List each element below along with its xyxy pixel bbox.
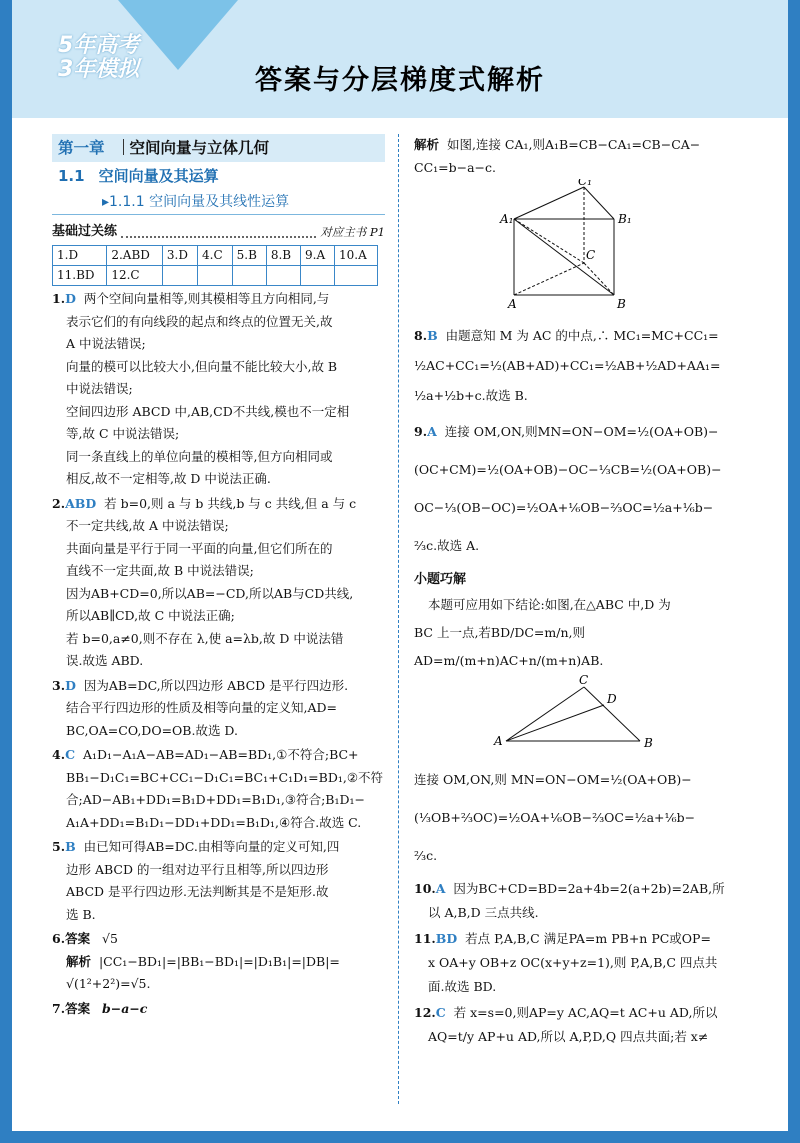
answer-cell	[198, 266, 233, 286]
label-B: B	[644, 736, 653, 750]
answer-letter: D	[65, 677, 76, 693]
subsection-heading: ▸1.1.1 空间向量及其线性运算	[52, 190, 385, 215]
answer-heading: 答案	[65, 931, 91, 946]
solution-line: 误.故选 ABD.	[66, 653, 144, 668]
solution-line: 若 x=s=0,则AP=y AC,AQ=t AC+u AD,所以	[453, 1004, 718, 1020]
column-divider	[398, 134, 399, 1104]
label-C: C	[586, 248, 596, 262]
solution-line: A₁A+DD₁=B₁D₁−DD₁+DD₁=B₁D₁,④符合.故选 C.	[66, 814, 362, 830]
answer-cell	[301, 266, 335, 286]
section-number: 1.1	[58, 167, 85, 185]
edge-C1B1	[584, 187, 614, 219]
answer-cell	[162, 266, 197, 286]
answer-value: √5	[102, 931, 118, 946]
solution-line: 共面向量是平行于同一平面的向量,但它们所在的	[66, 540, 333, 556]
answer-cell: 5.B	[232, 246, 266, 266]
solution-line: BB₁−D₁C₁=BC+CC₁−D₁C₁=BC₁+C₁D₁=BD₁,②不符	[66, 769, 384, 785]
solution-8	[414, 321, 734, 411]
solution-line: 以 A,B,D 三点共线.	[428, 904, 539, 920]
answer-cell	[335, 266, 378, 286]
logo-line-1: 5年高考	[58, 33, 140, 58]
solution-6	[52, 928, 385, 996]
solution-line: (OC+CM)=½(OA+OB)−OC−⅓CB=½(OA+OB)−	[414, 461, 722, 477]
solution-line: 合;AD−AB₁+DD₁=B₁D+DD₁=B₁D₁,③符合;B₁D₁−	[66, 792, 366, 807]
answer-letter: A	[435, 880, 446, 896]
solution-line: 连接 OM,ON,则 MN=ON−OM=½(OA+OB)−	[414, 771, 692, 787]
solution-line: |CC₁−BD₁|=|BB₁−BD₁|=|D₁B₁|=|DB|=	[98, 953, 340, 969]
solution-line: 结合平行四边形的性质及相等向量的定义知,AD=	[66, 700, 337, 715]
book-reference: 对应主书 P1	[320, 224, 385, 239]
solution-5	[52, 836, 385, 926]
chapter-number: 第一章	[58, 139, 105, 157]
solution-line: 因为AB+CD=0,所以AB=−CD,所以AB与CD共线,	[66, 585, 354, 601]
answer-letter: ABD	[65, 495, 97, 511]
solution-4	[52, 744, 385, 834]
answer-heading: 答案	[65, 1000, 91, 1016]
leader-dots	[121, 226, 316, 238]
solution-line: √(1²+2²)=√5.	[66, 976, 151, 991]
right-column	[414, 134, 734, 1049]
answer-letter: BD	[435, 930, 458, 946]
question-number: 7.	[52, 1000, 66, 1016]
solution-line: AQ=t/y AP+u AD,所以 A,P,D,Q 四点共面;若 x≠	[428, 1028, 709, 1044]
edge-AC	[506, 687, 584, 741]
question-number: 5.	[52, 839, 66, 854]
solution-line: A 中说法错误;	[66, 336, 146, 351]
question-number: 1.	[52, 291, 66, 306]
answer-letter: B	[65, 839, 76, 854]
solution-line: 如图,连接 CA₁,则A₁B=CB−CA₁=CB−CA−	[446, 137, 701, 152]
solution-line: 因为AB=DC,所以四边形 ABCD 是平行四边形.	[83, 677, 349, 693]
solution-line: 边形 ABCD 的一组对边平行且相等,所以四边形	[66, 861, 329, 877]
solution-line: 所以AB∥CD,故 C 中说法正确;	[66, 608, 235, 623]
answer-cell	[232, 266, 266, 286]
solution-line: 向量的模可以比较大小,但向量不能比较大小,故 B	[66, 358, 338, 374]
solution-line: 若点 P,A,B,C 满足PA=m PB+n PC或OP=	[465, 930, 711, 946]
section-heading	[52, 162, 385, 190]
answer-value: b−a−c	[102, 1000, 148, 1016]
solution-line: 直线不一定共面,故 B 中说法错误;	[66, 563, 254, 578]
solution-line: ⅔c.	[414, 847, 438, 863]
solution-line: A₁D₁−A₁A−AB=AD₁−AB=BD₁,①不符合;BC+	[82, 747, 359, 762]
chapter-separator	[123, 139, 124, 155]
edge-A1C	[514, 219, 584, 263]
solution-line: ⅔c.故选 A.	[414, 537, 480, 553]
solution-line: 选 B.	[66, 906, 96, 922]
solution-12	[414, 1001, 734, 1049]
section-title: 空间向量及其运算	[98, 167, 219, 185]
solution-line: 等,故 C 中说法错误;	[66, 426, 180, 441]
edge-A1B	[514, 219, 614, 295]
solution-7-answer	[52, 998, 385, 1021]
tip-line: BC 上一点,若BD/DC=m/n,则AD=m/(m+n)AC+n/(m+n)AB.	[414, 625, 604, 668]
page-title: 答案与分层梯度式解析	[255, 65, 545, 96]
answer-cell	[266, 266, 300, 286]
label-B1: B₁	[618, 212, 632, 226]
solution-line: OC−⅓(OB−OC)=½OA+⅙OB−⅔OC=½a+⅙b−	[414, 499, 714, 515]
quick-tip	[414, 591, 734, 675]
solution-line: x OA+y OB+z OC(x+y+z=1),则 P,A,B,C 四点共	[428, 954, 718, 970]
solution-line: 同一条直线上的单位向量的模相等,但方向相同或	[66, 448, 333, 464]
answer-key-table	[52, 245, 378, 286]
chapter-title: 空间向量与立体几何	[129, 139, 270, 157]
solution-9	[414, 413, 734, 565]
answer-letter: C	[65, 747, 76, 762]
answer-letter: A	[427, 423, 437, 439]
solution-line: 面.故选 BD.	[428, 978, 497, 994]
answer-cell: 12.C	[107, 266, 163, 286]
question-number: 9.	[414, 423, 428, 439]
solution-11	[414, 927, 734, 999]
label-C1: C₁	[578, 179, 592, 188]
answer-cell: 1.D	[53, 246, 107, 266]
solution-line: ½AC+CC₁=½(AB+AD)+CC₁=½AB+½AD+AA₁=	[414, 357, 721, 373]
solution-line: ½a+½b+c.故选 B.	[414, 387, 528, 403]
solution-line: 由题意知 M 为 AC 的中点,∴ MC₁=MC+CC₁=	[445, 327, 719, 343]
question-number: 11.	[414, 930, 436, 946]
edge-CB	[584, 263, 614, 295]
answer-cell: 10.A	[335, 246, 378, 266]
answer-letter: B	[427, 327, 438, 343]
question-number: 4.	[52, 747, 66, 762]
answer-cell: 8.B	[266, 246, 300, 266]
question-number: 6.	[52, 931, 66, 946]
logo-line-2: 3年模拟	[58, 57, 140, 82]
solution-line: 因为BC+CD=BD=2a+4b=2(a+2b)=2AB,所	[453, 880, 725, 896]
solution-line: 空间四边形 ABCD 中,AB,CD不共线,模也不一定相	[66, 403, 350, 419]
label-A: A	[508, 297, 517, 311]
question-number: 2.	[52, 495, 66, 511]
solution-line: ABCD 是平行四边形.无法判断其是不是矩形.故	[66, 884, 329, 899]
solution-line: (⅓OB+⅔OC)=½OA+⅙OB−⅔OC=½a+⅙b−	[414, 809, 696, 825]
answer-cell: 3.D	[162, 246, 197, 266]
question-number: 10.	[414, 880, 436, 896]
label-D: D	[607, 692, 617, 706]
analysis-label: 解析	[66, 953, 92, 969]
left-column	[52, 134, 385, 1020]
solution-line: 两个空间向量相等,则其模相等且方向相同,与	[83, 291, 330, 306]
solution-line: 相反,故不一定相等,故 D 中说法正确.	[66, 471, 271, 486]
solution-line: 表示它们的有向线段的起点和终点的位置无关,故	[66, 313, 333, 329]
solution-1	[52, 288, 385, 491]
label-C: C	[579, 675, 589, 687]
answer-letter: D	[65, 291, 76, 306]
analysis-label: 解析	[414, 137, 440, 152]
edge-AC	[514, 263, 584, 295]
solution-9-alt	[414, 761, 734, 875]
triangle-figure	[414, 675, 734, 751]
solution-line: 中说法错误;	[66, 381, 133, 396]
label-A: A	[494, 734, 503, 748]
prism-figure	[414, 179, 734, 311]
answer-letter: C	[435, 1004, 446, 1020]
solution-line: 不一定共线,故 A 中说法错误;	[66, 518, 229, 533]
solution-line: 若 b=0,a≠0,则不存在 λ,使 a=λb,故 D 中说法错	[66, 630, 344, 646]
edge-A1C1	[514, 187, 584, 219]
tip-line: 本题可应用如下结论:如图,在△ABC 中,D 为	[428, 597, 671, 612]
basic-practice-label: 基础过关练	[52, 223, 118, 239]
table-row	[53, 266, 378, 286]
solution-line: 若 b=0,则 a 与 b 共线,b 与 c 共线,但 a 与 c	[104, 495, 357, 511]
solution-line: 连接 OM,ON,则MN=ON−OM=½(OA+OB)−	[444, 423, 719, 439]
question-number: 8.	[414, 327, 428, 343]
answer-cell: 4.C	[198, 246, 233, 266]
solution-line: BC,OA=CO,DO=OB.故选 D.	[66, 722, 238, 738]
solution-10	[414, 877, 734, 925]
label-A1: A₁	[500, 212, 514, 226]
solution-line: CC₁=b−a−c.	[414, 159, 496, 175]
solution-line: 由已知可得AB=DC.由相等向量的定义可知,四	[83, 839, 340, 854]
solution-3	[52, 675, 385, 743]
question-number: 3.	[52, 677, 66, 693]
answer-cell: 2.ABD	[107, 246, 163, 266]
solution-2	[52, 493, 385, 673]
answer-cell: 11.BD	[53, 266, 107, 286]
edge-AD	[506, 705, 604, 741]
label-B: B	[617, 297, 626, 311]
answer-cell: 9.A	[301, 246, 335, 266]
quick-tip-title: 小题巧解	[414, 571, 467, 587]
chapter-heading	[52, 134, 385, 162]
table-row	[53, 246, 378, 266]
basic-practice-bar	[52, 221, 385, 243]
solution-7-analysis	[414, 134, 734, 179]
question-number: 12.	[414, 1004, 436, 1020]
